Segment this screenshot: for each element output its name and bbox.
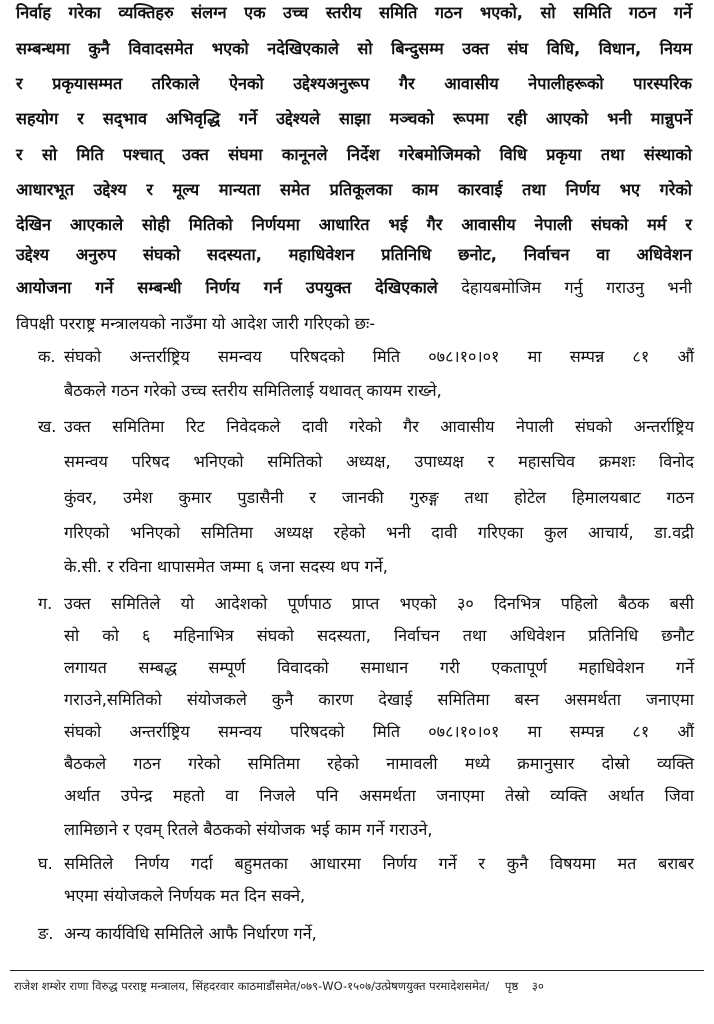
item-marker: घ. xyxy=(38,854,53,873)
footer-rule xyxy=(10,970,704,971)
item-line: संघको अन्तर्राष्ट्रिय समन्वय परिषदको मिति ०७८।१०।०१ मा सम्पन्न ८१ औं xyxy=(64,722,694,741)
page-number: ३० xyxy=(531,979,544,993)
item-line: बैठकले गठन गरेको उच्च स्तरीय समितिलाई यथावत् कायम राख्ने, xyxy=(64,381,442,400)
plain-phrase: देहायबमोजिम गर्नु गराउनु भनी xyxy=(437,278,692,297)
item-line: के.सी. र रविना थापासमेत जम्मा ६ जना सदस्य थप गर्ने, xyxy=(64,557,388,576)
item-line: समितिले निर्णय गर्दा बहुमतका आधारमा निर्णय गर्ने र कुनै विषयमा मत बराबर xyxy=(64,854,694,873)
case-citation: राजेश शम्शेर राणा विरुद्ध परराष्ट्र मन्त्रालय, सिंहदरवार काठमाडौंसमेत/०७९-WO-१५०७/उत्प्रेषणयुक्त परमादेशसमेत/ xyxy=(14,979,490,993)
body-line: सम्बन्धमा कुनै विवादसमेत भएको नदेखिएकाले सो बिन्दुसम्म उक्त संघ विधि, विधान, नियम xyxy=(16,39,692,58)
item-line: लामिछाने र एवम् रितले बैठकको संयोजक भई काम गर्ने गराउने, xyxy=(64,820,433,839)
page-label: पृष्ठ xyxy=(504,979,519,993)
item-marker: क. xyxy=(38,347,56,366)
item-line: कुंवर, उमेश कुमार पुडासैनी र जानकी गुरुङ्ग तथा होटेल हिमालयबाट गठन xyxy=(64,488,694,507)
item-marker: ख. xyxy=(38,417,57,436)
body-line: सहयोग र सद्‌भाव अभिवृद्धि गर्ने उद्देश्यले साझा मञ्चको रूपमा रही आएको भनी मान्नुपर्ने xyxy=(16,109,692,128)
item-line: समन्वय परिषद भनिएको समितिको अध्यक्ष, उपाध्यक्ष र महासचिव क्रमशः विनोद xyxy=(64,452,694,471)
mixed-line xyxy=(16,277,692,299)
item-line: उक्त समितिमा रिट निवेदकले दावी गरेको गैर आवासीय नेपाली संघको अन्तर्राष्ट्रिय xyxy=(64,417,694,436)
bold-phrase: आयोजना गर्ने सम्बन्धी निर्णय गर्न उपयुक्त देखिएकाले xyxy=(16,278,438,297)
item-line: अर्थात उपेन्द्र महतो वा निजले पनि असमर्थता जनाएमा तेस्रो व्यक्ति अर्थात जिवा xyxy=(64,786,694,805)
body-line: देखिन आएकाले सोही मितिको निर्णयमा आधारित भई गैर आवासीय नेपाली संघको मर्म र xyxy=(16,215,692,234)
item-marker: ङ. xyxy=(38,924,54,943)
body-line: उद्देश्य अनुरुप संघको सदस्यता, महाधिवेशन प्रतिनिधि छनोट, निर्वाचन वा अधिवेशन xyxy=(16,245,692,264)
item-line: बैठकले गठन गरेको समितिमा रहेको नामावली मध्ये क्रमानुसार दोस्रो व्यक्ति xyxy=(64,754,694,773)
item-line: भएमा संयोजकले निर्णयक मत दिन सक्ने, xyxy=(64,886,306,905)
item-line: गरिएको भनिएको समितिमा अध्यक्ष रहेको भनी दावी गरिएका कुल आचार्य, डा.वद्री xyxy=(64,523,694,542)
item-line: संघको अन्तर्राष्ट्रिय समन्वय परिषदको मिति ०७८।१०।०१ मा सम्पन्न ८१ औं xyxy=(64,347,694,366)
item-line: अन्य कार्यविधि समितिले आफै निर्धारण गर्ने, xyxy=(64,924,317,943)
item-line: लगायत सम्बद्ध सम्पूर्ण विवादको समाधान गरी एकतापूर्ण महाधिवेशन गर्ने xyxy=(64,658,694,677)
body-line: र प्रकृयासम्मत तरिकाले ऐनको उद्देश्यअनुरूप गैर आवासीय नेपालीहरूको पारस्परिक xyxy=(16,74,692,93)
item-line: सो को ६ महिनाभित्र संघको सदस्यता, निर्वाचन तथा अधिवेशन प्रतिनिधि छनौट xyxy=(64,626,694,645)
body-line: निर्वाह गरेका व्यक्तिहरु संलग्न एक उच्च स्तरीय समिति गठन भएको, सो समिति गठन गर्ने xyxy=(16,3,692,22)
item-marker: ग. xyxy=(38,594,53,613)
item-line: गराउने,समितिको संयोजकले कुनै कारण देखाई समितिमा बस्न असमर्थता जनाएमा xyxy=(64,690,694,709)
body-line: र सो मिति पश्चात् उक्त संघमा कानूनले निर्देश गरेबमोजिमको विधि प्रकृया तथा संस्थाको xyxy=(16,145,692,164)
page-footer xyxy=(14,978,704,994)
body-line: आधारभूत उद्देश्य र मूल्य मान्यता समेत प्रतिकूलका काम कारवाई तथा निर्णय भए गरेको xyxy=(16,180,692,199)
item-line: उक्त समितिले यो आदेशको पूर्णपाठ प्राप्त भएको ३० दिनभित्र पहिलो बैठक बसी xyxy=(64,594,694,613)
order-intro-line: विपक्षी परराष्ट्र मन्त्रालयको नाउँमा यो आदेश जारी गरिएको छः- xyxy=(16,314,376,333)
